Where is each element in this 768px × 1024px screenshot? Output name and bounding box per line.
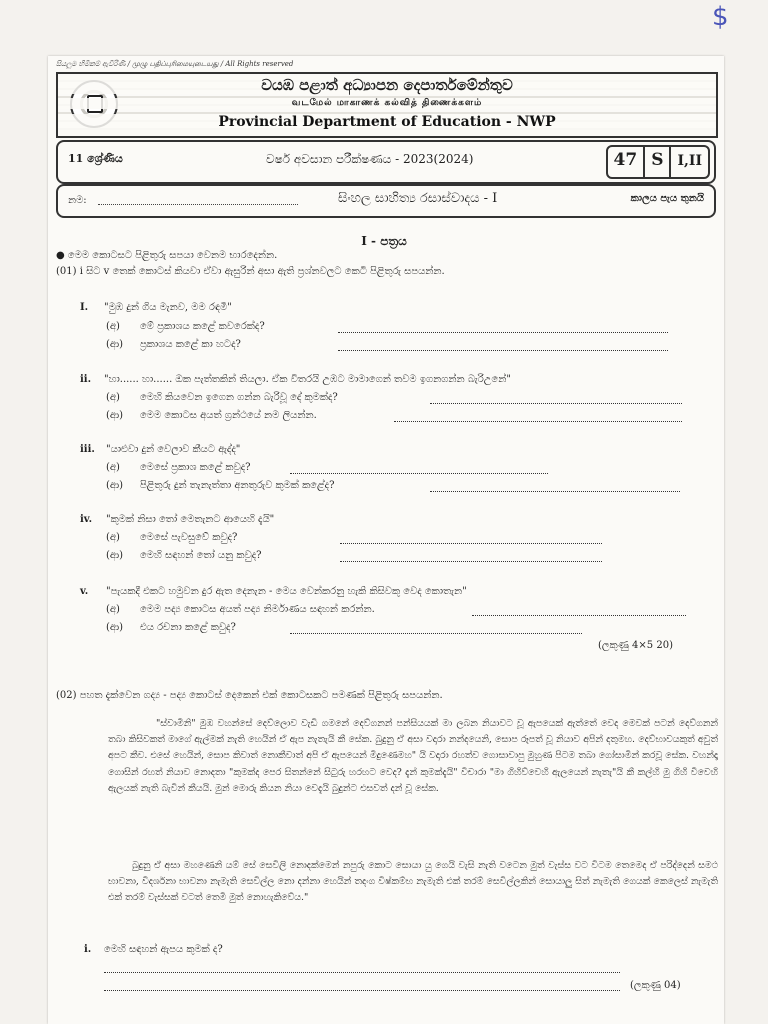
name-field-line[interactable] bbox=[98, 204, 298, 205]
q1-item-quote: "හා...... හා...... ඔක පැත්තකින් තියලා. ඒක විතරයි උඹට මාමාගෙන් තවම ඉගනගන්න බැරිඋනේ" bbox=[104, 374, 511, 385]
q1-sub-label: (ආ) bbox=[106, 410, 124, 421]
exam-info-bar bbox=[56, 140, 716, 184]
q1-sub-question: මේ ප්‍රකාශය කළේ කවරෙක්ද? bbox=[140, 321, 265, 332]
handwritten-mark: $ bbox=[712, 2, 729, 32]
q1-item-number: v. bbox=[80, 586, 89, 597]
q1-item-quote: "යාළුවා දුන් වෙලාව කීයට ඇද්ද" bbox=[106, 444, 241, 455]
subject-title: සිංහල සාහිත්‍ය රසාස්වාදය - I bbox=[338, 191, 498, 206]
q1-sub-label: (ආ) bbox=[106, 550, 124, 561]
q1-sub-label: (අ) bbox=[106, 321, 120, 332]
q1-item-number: I. bbox=[80, 302, 89, 313]
q1-sub-question: එය රචනා කළේ කවුද? bbox=[140, 622, 236, 633]
answer-line[interactable] bbox=[338, 332, 668, 333]
question-2-intro: (02) පහත දැක්වෙන ගද්‍ය - පද්‍ය කොටස් දෙකෙන් එක් කොටසකට පමණක් පිළිතුරු සපයන්න. bbox=[56, 690, 443, 701]
question-1-intro: (01) i සිට v තෙක් කොටස් කියවා ඒවා ඇසුරින් අසා ඇති ප්‍රශ්නවලට කෙටි පිළිතුරු සපයන්න. bbox=[56, 266, 445, 277]
answer-line[interactable] bbox=[472, 615, 686, 616]
q1-marks: (ලකුණු 4×5 20) bbox=[598, 640, 673, 651]
department-name-tamil: வடமேல் மாகாணக் கல்வித் திணைக்களம் bbox=[58, 98, 716, 109]
q1-sub-label: (ආ) bbox=[106, 339, 124, 350]
paper-code-s: S bbox=[645, 147, 671, 177]
q1-sub-label: (ආ) bbox=[106, 622, 124, 633]
q1-sub-question: මෙසේ ප්‍රකාශ කළේ කවුද? bbox=[140, 462, 251, 473]
answer-line[interactable] bbox=[430, 491, 680, 492]
answer-line[interactable] bbox=[290, 633, 582, 634]
q1-item-quote: "පැයකදී එකට හමුවන දුර ඇත දෙනැන - මෙය වෙන්කරනු හැකි කිසිවකු වෙද කොතැන" bbox=[106, 586, 467, 597]
exam-title: වර්ෂ අවසාන පරීක්ෂණය - 2023(2024) bbox=[266, 152, 474, 166]
part-title: I - පත්‍රය bbox=[361, 234, 407, 248]
answer-line[interactable] bbox=[338, 350, 668, 351]
q1-sub-question: මෙහි සඳහන් තෝ යනු කවුද? bbox=[140, 550, 262, 561]
q1-sub-question: මෙහි කියවෙන ඉගෙන ගන්න බැරිවූ දේ කුමක්ද? bbox=[140, 392, 338, 403]
paper-code-parts: I,II bbox=[677, 153, 702, 169]
subject-bar bbox=[56, 184, 716, 218]
grade-label: 11 ශ්‍රේණිය bbox=[68, 152, 123, 165]
q1-sub-label: (අ) bbox=[106, 604, 120, 615]
q1-sub-label: (ආ) bbox=[106, 480, 124, 491]
q1-sub-question: මෙම කොටස අයත් ග්‍රන්ථයේ නම ලියන්න. bbox=[140, 410, 317, 421]
q1-sub-question: මෙම පද්‍ය කොටස අයත් පද්‍ය නිර්මාණය සඳහන් කරන්න. bbox=[140, 604, 375, 615]
q1-item-number: ii. bbox=[80, 374, 92, 385]
answer-line[interactable] bbox=[340, 543, 602, 544]
q2-sub-question: මෙහි සඳහන් ඇපය කුමක් ද? bbox=[104, 944, 223, 955]
answer-line[interactable] bbox=[430, 403, 682, 404]
q1-sub-question: මෙසේ පැවසුවේ කවුද? bbox=[140, 532, 238, 543]
q1-sub-label: (අ) bbox=[106, 532, 120, 543]
q2-marks: (ලකුණු 04) bbox=[630, 980, 681, 991]
q1-sub-question: පිළිතුරු දුන් තැනැත්තා අනතුරුව කුමක් කළේද? bbox=[140, 480, 335, 491]
q1-sub-label: (අ) bbox=[106, 392, 120, 403]
q1-sub-label: (අ) bbox=[106, 462, 120, 473]
prose-passage-1: "ස්වාමීනි" මුඹ වහන්සේ දෙව්ලොව වැඩි ගමනේ දෙව්ගනන් පන්සියයක් මා ලබන නියාවට වූ ඇපයෙක් ඇත්තේ වෙද මෙවක් පටන් දෙව්ගනන් තබා කිසිවකත් මාගේ ඇල්මක් නැති හෙයින් ඒ ඇප නැතැයි කී සේක. බුදුනු ඒ අසා වදාරා නන්දයෙනි, සොප රූපත් වූ නියාව අපින් දතුමහ. දෙව්භාවයකුත් අවුත් අපට කීව. එසේ හෙයින්, සොප කිවාත් නොකීවාත් අපි ඒ ඇපයෙන් මිදුණෙමහ" යි වදාරා රහත්ව ගොසාවාපු මුහුණ පිටම තබා ගෝසාමින් කරවූ සේක. වහන්දෑ ගොසින් රහත් නියාව නොදතා "කුමක්ද පෙර සිතන්නේ සිටුරු හරහට වෙද? දැන් කුමක්දැයි" විචාරා "මා ගිහිව්වෙහි ඇලයෙන් නැතැ"යි කී කල්හි මු ගිහි වීවෙහි ඇලයක් නැති බැවින් කීයයි. මුන් මොරු කියන නියා වෙදැයි බුදුන්ට එසවත් දන් වූ සේක. bbox=[108, 718, 718, 794]
q1-sub-question: ප්‍රකාශය කළේ කා හටද? bbox=[140, 339, 241, 350]
instruction-text: ● මෙම කොටසට පිළිතුරු සපයා වෙනම භාරදෙන්න. bbox=[56, 250, 278, 261]
department-banner bbox=[56, 72, 718, 138]
department-name-sinhala: වයඹ පළාත් අධ්‍යාපන දෙපාර්තමේන්තුව bbox=[58, 76, 716, 94]
answer-line[interactable] bbox=[340, 561, 602, 562]
time-allowed: කාලය පැය තුනයි bbox=[630, 193, 704, 204]
name-label: නම: bbox=[68, 195, 87, 206]
q1-item-number: iii. bbox=[80, 444, 95, 455]
answer-line[interactable] bbox=[104, 990, 620, 991]
q1-item-number: iv. bbox=[80, 514, 93, 525]
prose-passage-2: බුදුනු ඒ අසා මහණෙනි යම් සේ සෙවිලි නොදක්මෙන් නපුරු කොට සොයා යු ගෙයි වැසි නැති වටෙන මුත් වැස්ස වට විටම තෙමෙද ඒ පරිද්දෙන් සමථ භාවනා, විදර්ශනා භාවනා නැමැති සෙවිල්ල නො දන්නා හෙයින් තදංග විෂ්කම්භ නැමැති එක් තරම් සෙවිල්ලකින් සොයාලු සිත් නැමැති ගෙයක් කෙලෙස් නැමැති එක් තරම් වැස්සක් වටත් තෙමී මුත් නොහැකිවේය." bbox=[108, 860, 718, 904]
answer-line[interactable] bbox=[104, 972, 620, 973]
department-name-english: Provincial Department of Education - NWP bbox=[58, 114, 716, 130]
q1-item-quote: "කුමක් නිසා තෝ මෙතැනට ආයෙහි දැයි" bbox=[106, 514, 275, 525]
q2-sub-number: i. bbox=[84, 944, 92, 955]
rights-reserved-line: සියලුම හිමිකම් ඇවිරිණි / முழு பதிப்புரிமையுடையது / All Rights reserved bbox=[56, 60, 294, 68]
q1-item-quote: "මුඹ දුන් ගිය මැනව, මම රඳමී" bbox=[104, 302, 232, 313]
answer-line[interactable] bbox=[290, 473, 548, 474]
paper-code-box bbox=[606, 145, 710, 179]
paper-code: 47 bbox=[608, 147, 646, 177]
answer-line[interactable] bbox=[394, 421, 682, 422]
